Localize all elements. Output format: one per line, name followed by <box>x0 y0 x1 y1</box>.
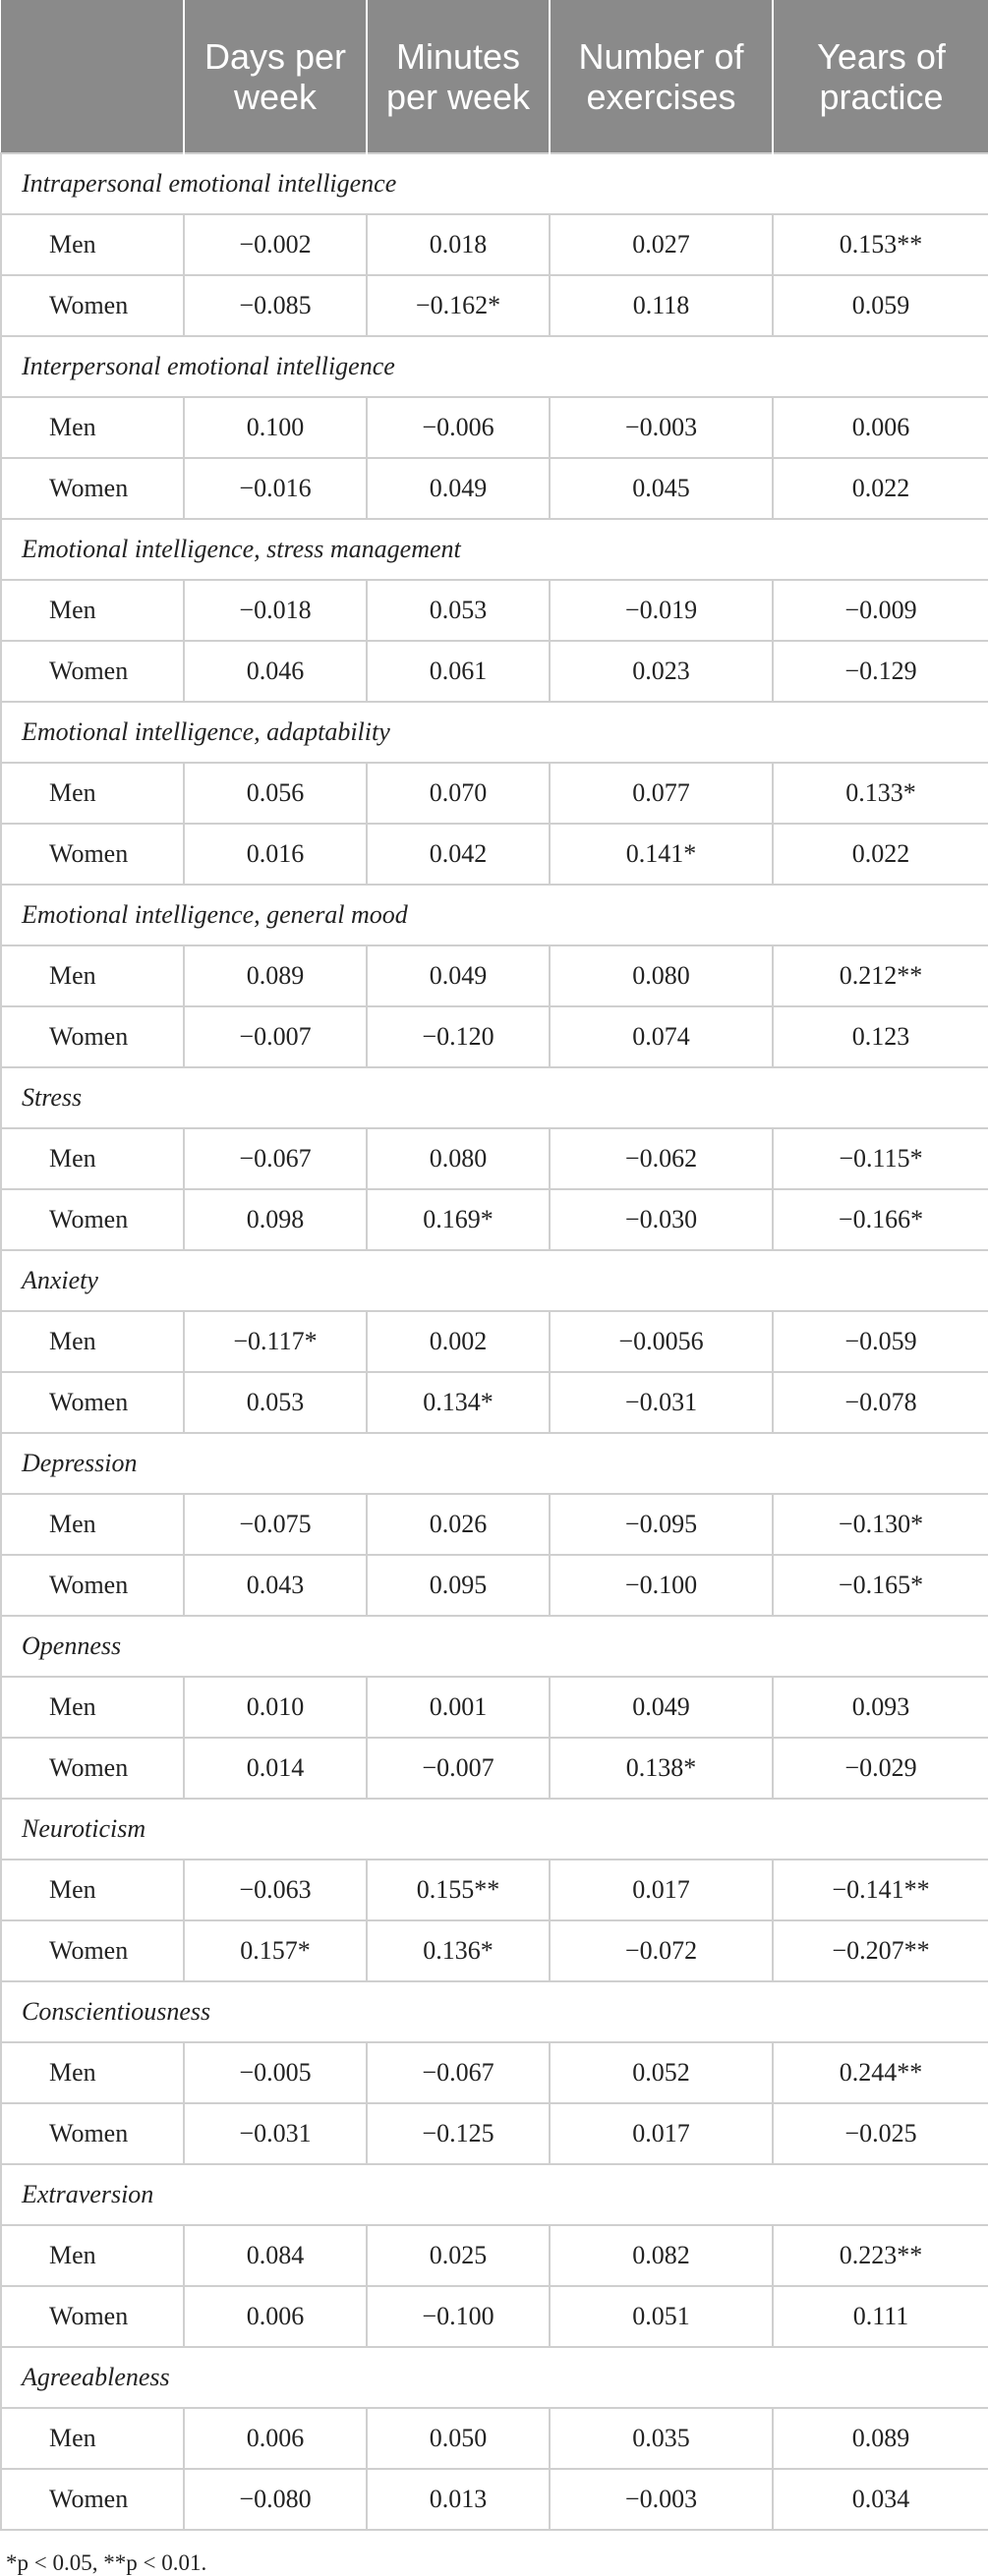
table-row <box>1 1738 988 1799</box>
row-label: Women <box>1 275 184 336</box>
category-row <box>1 702 988 763</box>
row-label: Men <box>1 1311 184 1372</box>
category-label: Depression <box>1 1433 988 1494</box>
value-cell: −0.029 <box>773 1738 988 1799</box>
value-cell: 0.244** <box>773 2042 988 2103</box>
value-cell: 0.043 <box>184 1555 367 1616</box>
value-cell: 0.082 <box>550 2225 773 2286</box>
value-cell: 0.022 <box>773 458 988 519</box>
category-label: Stress <box>1 1067 988 1128</box>
table-row <box>1 1128 988 1189</box>
category-label: Emotional intelligence, stress management <box>1 519 988 580</box>
value-cell: 0.027 <box>550 214 773 275</box>
value-cell: −0.085 <box>184 275 367 336</box>
table-row <box>1 2286 988 2347</box>
value-cell: 0.049 <box>367 945 550 1006</box>
value-cell: 0.080 <box>367 1128 550 1189</box>
value-cell: −0.141** <box>773 1860 988 1920</box>
value-cell: 0.017 <box>550 1860 773 1920</box>
category-row <box>1 1616 988 1677</box>
header-cell-group <box>1 0 184 153</box>
table-row <box>1 1920 988 1981</box>
value-cell: 0.049 <box>367 458 550 519</box>
value-cell: 0.141* <box>550 824 773 885</box>
value-cell: −0.063 <box>184 1860 367 1920</box>
category-row <box>1 1067 988 1128</box>
value-cell: 0.006 <box>773 397 988 458</box>
value-cell: −0.095 <box>550 1494 773 1555</box>
value-cell: −0.007 <box>184 1006 367 1067</box>
value-cell: −0.025 <box>773 2103 988 2164</box>
value-cell: 0.053 <box>184 1372 367 1433</box>
value-cell: 0.051 <box>550 2286 773 2347</box>
table-row <box>1 458 988 519</box>
value-cell: −0.120 <box>367 1006 550 1067</box>
table-row <box>1 2225 988 2286</box>
value-cell: 0.080 <box>550 945 773 1006</box>
value-cell: −0.002 <box>184 214 367 275</box>
value-cell: −0.129 <box>773 641 988 702</box>
header-cell-years-of-practice: Years of practice <box>773 0 988 153</box>
table-row <box>1 2469 988 2530</box>
value-cell: 0.018 <box>367 214 550 275</box>
value-cell: 0.098 <box>184 1189 367 1250</box>
value-cell: −0.100 <box>367 2286 550 2347</box>
value-cell: 0.042 <box>367 824 550 885</box>
value-cell: −0.006 <box>367 397 550 458</box>
value-cell: −0.072 <box>550 1920 773 1981</box>
row-label: Men <box>1 214 184 275</box>
row-label: Women <box>1 1006 184 1067</box>
value-cell: −0.0056 <box>550 1311 773 1372</box>
value-cell: −0.005 <box>184 2042 367 2103</box>
value-cell: 0.001 <box>367 1677 550 1738</box>
value-cell: −0.003 <box>550 2469 773 2530</box>
value-cell: 0.077 <box>550 763 773 824</box>
table-row <box>1 1860 988 1920</box>
row-label: Women <box>1 1738 184 1799</box>
table-body <box>1 153 988 2530</box>
row-label: Women <box>1 458 184 519</box>
value-cell: −0.067 <box>367 2042 550 2103</box>
value-cell: 0.134* <box>367 1372 550 1433</box>
value-cell: −0.115* <box>773 1128 988 1189</box>
header-cell-minutes-per-week: Minutes per week <box>367 0 550 153</box>
category-label: Intrapersonal emotional intelligence <box>1 153 988 214</box>
value-cell: 0.052 <box>550 2042 773 2103</box>
value-cell: 0.138* <box>550 1738 773 1799</box>
row-label: Men <box>1 1494 184 1555</box>
category-label: Emotional intelligence, general mood <box>1 885 988 945</box>
row-label: Men <box>1 945 184 1006</box>
value-cell: −0.166* <box>773 1189 988 1250</box>
value-cell: −0.019 <box>550 580 773 641</box>
category-label: Conscientiousness <box>1 1981 988 2042</box>
table-row <box>1 763 988 824</box>
value-cell: −0.117* <box>184 1311 367 1372</box>
category-row <box>1 1433 988 1494</box>
value-cell: 0.002 <box>367 1311 550 1372</box>
value-cell: 0.049 <box>550 1677 773 1738</box>
value-cell: −0.009 <box>773 580 988 641</box>
value-cell: −0.130* <box>773 1494 988 1555</box>
row-label: Men <box>1 397 184 458</box>
row-label: Men <box>1 1860 184 1920</box>
value-cell: −0.100 <box>550 1555 773 1616</box>
table-row <box>1 1494 988 1555</box>
table-header <box>1 0 988 153</box>
value-cell: −0.031 <box>550 1372 773 1433</box>
header-cell-days-per-week: Days per week <box>184 0 367 153</box>
category-row <box>1 2347 988 2408</box>
value-cell: 0.025 <box>367 2225 550 2286</box>
value-cell: −0.078 <box>773 1372 988 1433</box>
table-row <box>1 945 988 1006</box>
value-cell: 0.095 <box>367 1555 550 1616</box>
value-cell: 0.157* <box>184 1920 367 1981</box>
table-row <box>1 1189 988 1250</box>
value-cell: 0.100 <box>184 397 367 458</box>
category-label: Openness <box>1 1616 988 1677</box>
value-cell: 0.006 <box>184 2286 367 2347</box>
row-label: Men <box>1 2408 184 2469</box>
category-row <box>1 885 988 945</box>
row-label: Men <box>1 1677 184 1738</box>
table-footnote: *p < 0.05, **p < 0.01. <box>6 2550 207 2575</box>
row-label: Women <box>1 824 184 885</box>
value-cell: 0.084 <box>184 2225 367 2286</box>
value-cell: 0.059 <box>773 275 988 336</box>
value-cell: −0.003 <box>550 397 773 458</box>
value-cell: −0.007 <box>367 1738 550 1799</box>
value-cell: 0.223** <box>773 2225 988 2286</box>
value-cell: −0.165* <box>773 1555 988 1616</box>
row-label: Men <box>1 580 184 641</box>
value-cell: 0.212** <box>773 945 988 1006</box>
table-row <box>1 1311 988 1372</box>
row-label: Women <box>1 2469 184 2530</box>
row-label: Women <box>1 1920 184 1981</box>
value-cell: 0.118 <box>550 275 773 336</box>
row-label: Men <box>1 1128 184 1189</box>
value-cell: 0.169* <box>367 1189 550 1250</box>
value-cell: 0.023 <box>550 641 773 702</box>
table-row <box>1 824 988 885</box>
value-cell: −0.075 <box>184 1494 367 1555</box>
category-row <box>1 1799 988 1860</box>
value-cell: −0.062 <box>550 1128 773 1189</box>
value-cell: 0.089 <box>184 945 367 1006</box>
value-cell: −0.162* <box>367 275 550 336</box>
table-row <box>1 214 988 275</box>
table-row <box>1 2408 988 2469</box>
value-cell: 0.053 <box>367 580 550 641</box>
category-label: Neuroticism <box>1 1799 988 1860</box>
row-label: Men <box>1 2042 184 2103</box>
value-cell: 0.034 <box>773 2469 988 2530</box>
value-cell: 0.050 <box>367 2408 550 2469</box>
value-cell: 0.056 <box>184 763 367 824</box>
value-cell: −0.059 <box>773 1311 988 1372</box>
row-label: Women <box>1 1372 184 1433</box>
value-cell: 0.155** <box>367 1860 550 1920</box>
value-cell: 0.035 <box>550 2408 773 2469</box>
value-cell: 0.026 <box>367 1494 550 1555</box>
category-row <box>1 1250 988 1311</box>
category-row <box>1 519 988 580</box>
value-cell: 0.006 <box>184 2408 367 2469</box>
row-label: Women <box>1 2103 184 2164</box>
table-row <box>1 2103 988 2164</box>
value-cell: 0.111 <box>773 2286 988 2347</box>
value-cell: 0.153** <box>773 214 988 275</box>
row-label: Women <box>1 1555 184 1616</box>
category-label: Emotional intelligence, adaptability <box>1 702 988 763</box>
value-cell: 0.045 <box>550 458 773 519</box>
category-row <box>1 336 988 397</box>
header-cell-number-of-exercises: Number of exercises <box>550 0 773 153</box>
category-label: Interpersonal emotional intelligence <box>1 336 988 397</box>
table-row <box>1 1006 988 1067</box>
value-cell: 0.014 <box>184 1738 367 1799</box>
row-label: Women <box>1 1189 184 1250</box>
value-cell: 0.123 <box>773 1006 988 1067</box>
row-label: Men <box>1 2225 184 2286</box>
value-cell: −0.067 <box>184 1128 367 1189</box>
row-label: Women <box>1 641 184 702</box>
value-cell: 0.136* <box>367 1920 550 1981</box>
table-row <box>1 275 988 336</box>
table-row <box>1 2042 988 2103</box>
table-row <box>1 1372 988 1433</box>
value-cell: 0.070 <box>367 763 550 824</box>
value-cell: 0.133* <box>773 763 988 824</box>
table-row <box>1 1677 988 1738</box>
category-row <box>1 2164 988 2225</box>
table-row <box>1 641 988 702</box>
value-cell: −0.030 <box>550 1189 773 1250</box>
value-cell: 0.074 <box>550 1006 773 1067</box>
value-cell: 0.046 <box>184 641 367 702</box>
value-cell: −0.031 <box>184 2103 367 2164</box>
category-label: Extraversion <box>1 2164 988 2225</box>
row-label: Women <box>1 2286 184 2347</box>
row-label: Men <box>1 763 184 824</box>
value-cell: 0.061 <box>367 641 550 702</box>
value-cell: 0.013 <box>367 2469 550 2530</box>
table-row <box>1 580 988 641</box>
value-cell: 0.016 <box>184 824 367 885</box>
category-row <box>1 153 988 214</box>
value-cell: −0.080 <box>184 2469 367 2530</box>
value-cell: −0.016 <box>184 458 367 519</box>
value-cell: 0.022 <box>773 824 988 885</box>
value-cell: −0.207** <box>773 1920 988 1981</box>
category-label: Agreeableness <box>1 2347 988 2408</box>
header-row <box>1 0 988 153</box>
table-row <box>1 397 988 458</box>
value-cell: 0.089 <box>773 2408 988 2469</box>
value-cell: −0.018 <box>184 580 367 641</box>
value-cell: −0.125 <box>367 2103 550 2164</box>
table-row <box>1 1555 988 1616</box>
category-label: Anxiety <box>1 1250 988 1311</box>
category-row <box>1 1981 988 2042</box>
value-cell: 0.017 <box>550 2103 773 2164</box>
value-cell: 0.093 <box>773 1677 988 1738</box>
value-cell: 0.010 <box>184 1677 367 1738</box>
